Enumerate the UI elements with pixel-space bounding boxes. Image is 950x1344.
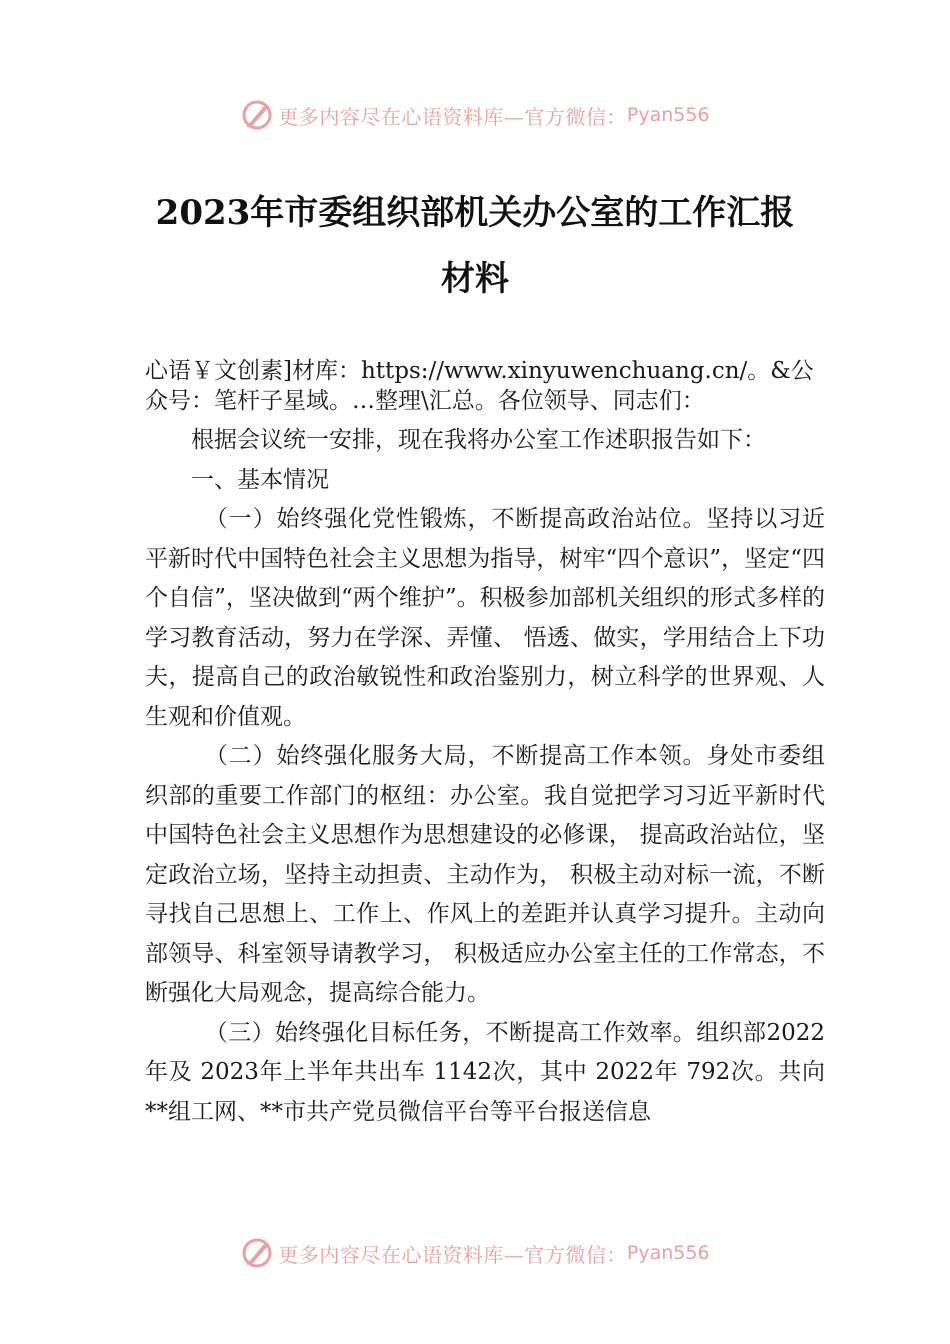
title-line-1: 2023年市委组织部机关办公室的工作汇报 (155, 193, 795, 233)
pen-circle-logo-icon (240, 98, 274, 132)
document-body (145, 356, 825, 1132)
paragraph-item-3: （三）始终强化目标任务，不断提高工作效率。组织部2022年及 2023年上半年共出车 1142次，其中 2022年 792次。共向**组工网、**市共产党员微信平台等平台报送信息 (145, 1019, 825, 1125)
section-heading: 一、基本情况 (191, 466, 329, 493)
paragraph-item-1: （一）始终强化党性锻炼，不断提高政治站位。坚持以习近平新时代中国特色社会主义思想为指导，树牢“四个意识”，坚定“四个自信”，坚决做到“两个维护”。积极参加部机关组织的形式多样的学习教育活动，努力在学深、弄懂、 悟透、做实，学用结合上下功夫，提高自己的政治敏锐性和政治鉴别力，树立科学的世界观、人生观和价值观。 (145, 506, 825, 730)
document-title (95, 180, 855, 312)
paragraph-item-2: （二）始终强化服务大局，不断提高工作本领。身处市委组织部的重要工作部门的枢纽：办公室。我自觉把学习习近平新时代中国特色社会主义思想作为思想建设的必修课， 提高政治站位，坚定政治立场，坚持主动担责、主动作为， 积极主动对标一流，不断寻找自己思想上、工作上、作风上的差距并认真学习提升。主动向部领导、科室领导请教学习， 积极适应办公室主任的工作常态，不断强化大局观念，提高综合能力。 (145, 743, 825, 1006)
footer-wechat-id: Pyan556 (626, 1242, 710, 1264)
footer-watermark-banner (0, 1233, 950, 1273)
pen-circle-logo-icon (240, 1236, 274, 1270)
footer-banner-text: 更多内容尽在心语资料库—官方微信： (278, 1242, 627, 1267)
header-banner-text: 更多内容尽在心语资料库—官方微信： (278, 104, 627, 129)
intro-text: 心语￥文创素]材库：https://www.xinyuwenchuang.cn/。&公众号：笔杆子星域。…整理\汇总。各位领导、同志们： (145, 358, 814, 414)
paragraph-opening: 根据会议统一安排，现在我将办公室工作述职报告如下： (191, 427, 766, 453)
title-line-2: 材料 (441, 259, 509, 299)
header-wechat-id: Pyan556 (626, 104, 710, 126)
header-watermark-banner (0, 95, 950, 135)
